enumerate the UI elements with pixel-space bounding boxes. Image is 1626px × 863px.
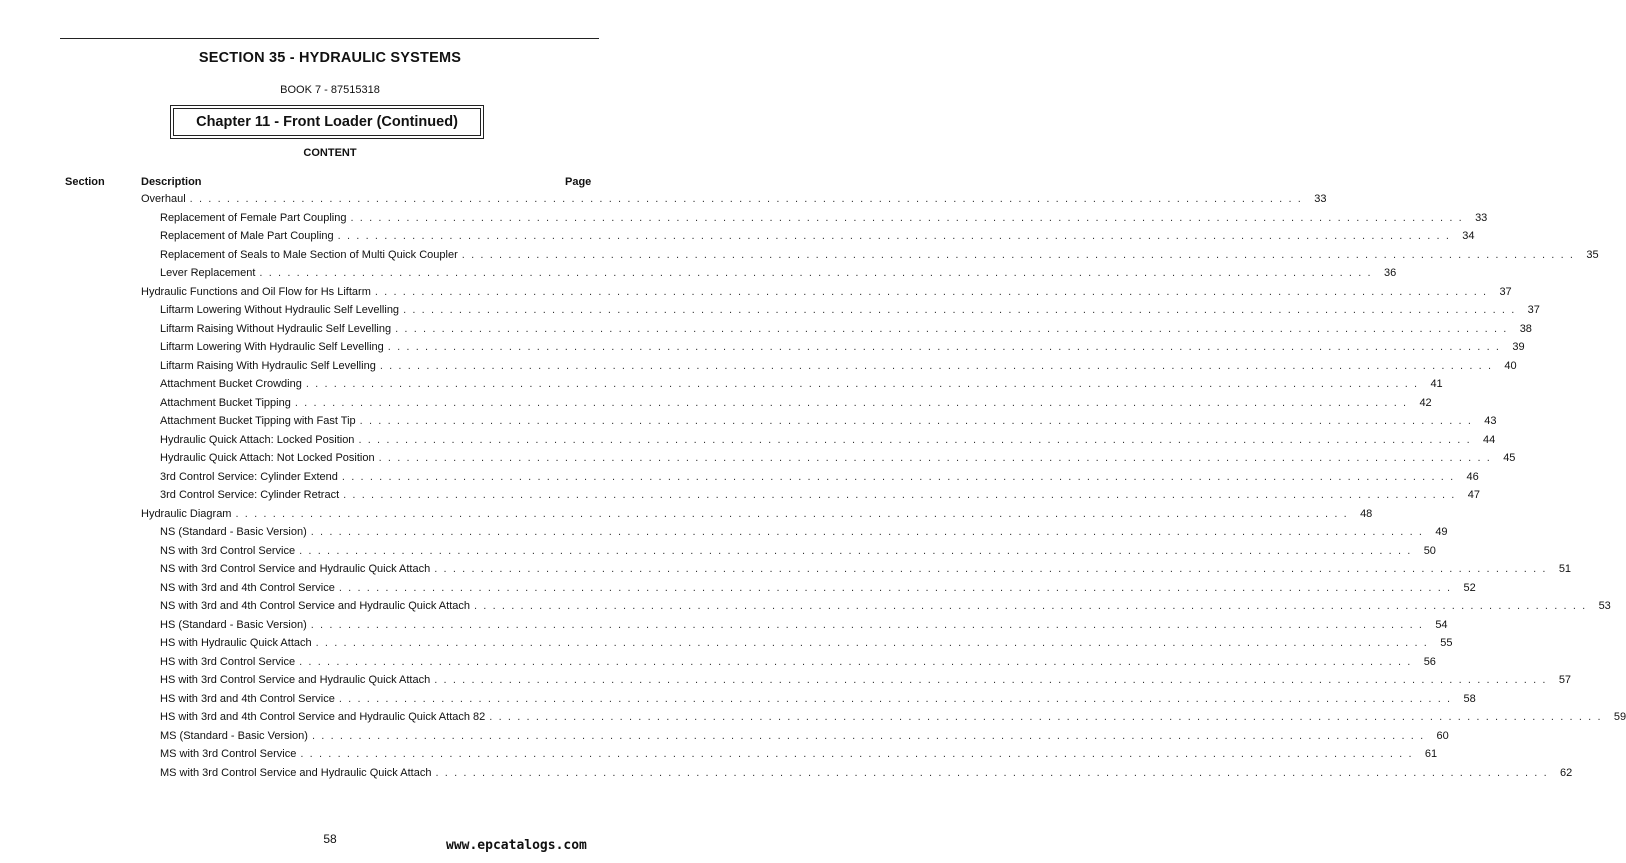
dot-leader: . . . . . . . . . . . . . . . . . . . . . . . . . . . . . . . . . . . . . . . . . . . . . . . . . . . . . . . . . . . . . . . . . . . . . . . . . . . . . . . . . . . . . . . . . . . . . . . . . . . . . . . . . . . . . . . . . . . . . . . .: [434, 674, 1548, 686]
dot-leader: . . . . . . . . . . . . . . . . . . . . . . . . . . . . . . . . . . . . . . . . . . . . . . . . . . . . . . . . . . . . . . . . . . . . . . . . . . . . . . . . . . . . . . . . . . . . . . . . . . . . . . . . . . . . . . . . . . . . . . . .: [434, 563, 1548, 575]
toc-entry: [160, 299, 1540, 317]
dot-leader: . . . . . . . . . . . . . . . . . . . . . . . . . . . . . . . . . . . . . . . . . . . . . . . . . . . . . . . . . . . . . . . . . . . . . . . . . . . . . . . . . . . . . . . . . . . . . . . . . . . . . . . . . . . . . . . . . . . . . . . .: [341, 470, 1455, 483]
toc-entry-page: 44: [1483, 433, 1496, 446]
toc-entry-title: HS with 3rd and 4th Control Service: [160, 692, 335, 705]
dot-leader: . . . . . . . . . . . . . . . . . . . . . . . . . . . . . . . . . . . . . . . . . . . . . . . . . . . . . . . . . . . . . . . . . . . . . . . . . . . . . . . . . . . . . . . . . . . . . . . . . . . . . . . . . . . . . . . . . . . . . . . .: [359, 415, 1473, 427]
toc-entry-page: 43: [1484, 415, 1497, 427]
dot-leader: . . . . . . . . . . . . . . . . . . . . . . . . . . . . . . . . . . . . . . . . . . . . . . . . . . . . . . . . . . . . . . . . . . . . . . . . . . . . . . . . . . . . . . . . . . . . . . . . . . . . . . . . . . . . . . . . . . . . . . . .: [395, 322, 1508, 335]
toc-entry: [160, 762, 1573, 780]
toc-entry-page: 34: [1462, 230, 1475, 242]
dot-leader: . . . . . . . . . . . . . . . . . . . . . . . . . . . . . . . . . . . . . . . . . . . . . . . . . . . . . . . . . . . . . . . . . . . . . . . . . . . . . . . . . . . . . . . . . . . . . . . . . . . . . . . . . . . . . . . . . . . . . . . .: [338, 692, 1452, 705]
toc-entry-title: Attachment Bucket Tipping with Fast Tip: [160, 415, 356, 427]
toc-entry: [160, 262, 1397, 280]
toc-entry-title: HS with 3rd and 4th Control Service and Hydraulic Quick Attach 82: [160, 711, 486, 723]
dot-leader: . . . . . . . . . . . . . . . . . . . . . . . . . . . . . . . . . . . . . . . . . . . . . . . . . . . . . . . . . . . . . . . . . . . . . . . . . . . . . . . . . . . . . . . . . . . . . . . . . . . . . . . . . . . . . . . . . . . . . . . .: [294, 396, 1408, 409]
toc-entry-title: Attachment Bucket Tipping: [160, 396, 291, 409]
toc-entry-page: 39: [1512, 341, 1525, 353]
dot-leader: . . . . . . . . . . . . . . . . . . . . . . . . . . . . . . . . . . . . . . . . . . . . . . . . . . . . . . . . . . . . . . . . . . . . . . . . . . . . . . . . . . . . . . . . . . . . . . . . . . . . . . . . . . . . . . . . . . . . . . . .: [374, 285, 1488, 298]
toc-entry-title: NS (Standard - Basic Version): [160, 526, 307, 538]
toc-entry-page: 60: [1436, 729, 1449, 742]
toc-entry: [160, 725, 1449, 743]
dot-leader: . . . . . . . . . . . . . . . . . . . . . . . . . . . . . . . . . . . . . . . . . . . . . . . . . . . . . . . . . . . . . . . . . . . . . . . . . . . . . . . . . . . . . . . . . . . . . . . . . . . . . . . . . . . . . . . . . . . . . . . .: [387, 341, 1501, 353]
toc-entry-page: 37: [1499, 285, 1512, 298]
content-heading: CONTENT: [303, 147, 357, 159]
toc-entry-page: 62: [1560, 766, 1573, 779]
toc-entry-page: 52: [1463, 581, 1476, 594]
dot-leader: . . . . . . . . . . . . . . . . . . . . . . . . . . . . . . . . . . . . . . . . . . . . . . . . . . . . . . . . . . . . . . . . . . . . . . . . . . . . . . . . . . . . . . . . . . . . . . . . . . . . . . . . . . . . . . . . . . . . . . . .: [310, 526, 1424, 538]
toc-entry: [160, 466, 1479, 484]
toc-entry-title: Replacement of Female Part Coupling: [160, 211, 347, 224]
dot-leader: . . . . . . . . . . . . . . . . . . . . . . . . . . . . . . . . . . . . . . . . . . . . . . . . . . . . . . . . . . . . . . . . . . . . . . . . . . . . . . . . . . . . . . . . . . . . . . . . . . . . . . . . . . . . . . . . . . . . . . . .: [315, 637, 1429, 649]
toc-entry-title: 3rd Control Service: Cylinder Extend: [160, 470, 338, 483]
dot-leader: . . . . . . . . . . . . . . . . . . . . . . . . . . . . . . . . . . . . . . . . . . . . . . . . . . . . . . . . . . . . . . . . . . . . . . . . . . . . . . . . . . . . . . . . . . . . . . . . . . . . . . . . . . . . . . . . . . . . . . . .: [473, 600, 1587, 612]
column-header-section: Section: [65, 176, 105, 188]
dot-leader: . . . . . . . . . . . . . . . . . . . . . . . . . . . . . . . . . . . . . . . . . . . . . . . . . . . . . . . . . . . . . . . . . . . . . . . . . . . . . . . . . . . . . . . . . . . . . . . . . . . . . . . . . . . . . . . . . . . . . . . .: [435, 766, 1549, 779]
dot-leader: . . . . . . . . . . . . . . . . . . . . . . . . . . . . . . . . . . . . . . . . . . . . . . . . . . . . . . . . . . . . . . . . . . . . . . . . . . . . . . . . . . . . . . . . . . . . . . . . . . . . . . . . . . . . . . . . . . . . . . . .: [310, 618, 1424, 631]
toc-entry: [160, 595, 1611, 613]
toc-entry: [160, 484, 1480, 502]
top-rule: [60, 38, 599, 39]
toc-entry-title: MS with 3rd Control Service and Hydraulic Quick Attach: [160, 766, 432, 779]
toc-entry-page: 53: [1598, 600, 1611, 612]
toc-entry-page: 47: [1467, 489, 1480, 501]
dot-leader: . . . . . . . . . . . . . . . . . . . . . . . . . . . . . . . . . . . . . . . . . . . . . . . . . . . . . . . . . . . . . . . . . . . . . . . . . . . . . . . . . . . . . . . . . . . . . . . . . . . . . . . . . . . . . . . . . . . . . . . .: [311, 729, 1425, 742]
dot-leader: . . . . . . . . . . . . . . . . . . . . . . . . . . . . . . . . . . . . . . . . . . . . . . . . . . . . . . . . . . . . . . . . . . . . . . . . . . . . . . . . . . . . . . . . . . . . . . . . . . . . . . . . . . . . . . . . . . . . . . . .: [259, 267, 1373, 279]
toc-entry-title: Liftarm Lowering With Hydraulic Self Levelling: [160, 341, 384, 353]
toc-entry-title: Replacement of Male Part Coupling: [160, 230, 334, 242]
watermark: www.epcatalogs.com: [446, 838, 587, 853]
toc-entry-title: Hydraulic Functions and Oil Flow for Hs Liftarm: [141, 285, 371, 298]
toc-entry-page: 50: [1423, 544, 1436, 557]
toc-entry-page: 37: [1527, 304, 1540, 316]
toc-entry-page: 41: [1430, 378, 1443, 390]
toc-entry: [160, 410, 1497, 428]
toc-entry-page: 49: [1435, 526, 1448, 538]
toc-entry: [160, 521, 1448, 539]
toc-entry: [160, 669, 1572, 687]
toc-entry-page: 38: [1519, 322, 1532, 335]
toc-entry-title: NS with 3rd Control Service and Hydraulic Quick Attach: [160, 563, 431, 575]
toc-entry-page: 56: [1423, 655, 1436, 668]
dot-leader: . . . . . . . . . . . . . . . . . . . . . . . . . . . . . . . . . . . . . . . . . . . . . . . . . . . . . . . . . . . . . . . . . . . . . . . . . . . . . . . . . . . . . . . . . . . . . . . . . . . . . . . . . . . . . . . . . . . . . . . .: [350, 211, 1464, 224]
dot-leader: . . . . . . . . . . . . . . . . . . . . . . . . . . . . . . . . . . . . . . . . . . . . . . . . . . . . . . . . . . . . . . . . . . . . . . . . . . . . . . . . . . . . . . . . . . . . . . . . . . . . . . . . . . . . . . . . . . . . . . . .: [343, 489, 1456, 501]
toc-entry-title: Overhaul: [141, 193, 186, 205]
toc-entry: [160, 743, 1438, 761]
dot-leader: . . . . . . . . . . . . . . . . . . . . . . . . . . . . . . . . . . . . . . . . . . . . . . . . . . . . . . . . . . . . . . . . . . . . . . . . . . . . . . . . . . . . . . . . . . . . . . . . . . . . . . . . . . . . . . . . . . . . . . . .: [305, 378, 1419, 390]
toc-entry-title: Lever Replacement: [160, 267, 256, 279]
toc-entry-title: HS (Standard - Basic Version): [160, 618, 307, 631]
toc-entry-page: 51: [1558, 563, 1572, 575]
dot-leader: . . . . . . . . . . . . . . . . . . . . . . . . . . . . . . . . . . . . . . . . . . . . . . . . . . . . . . . . . . . . . . . . . . . . . . . . . . . . . . . . . . . . . . . . . . . . . . . . . . . . . . . . . . . . . . . . . . . . . . . .: [461, 248, 1575, 261]
toc-entry: [160, 632, 1453, 650]
toc-entry-title: Hydraulic Quick Attach: Not Locked Position: [160, 452, 375, 464]
toc-entry-title: Hydraulic Diagram: [141, 507, 232, 520]
dot-leader: . . . . . . . . . . . . . . . . . . . . . . . . . . . . . . . . . . . . . . . . . . . . . . . . . . . . . . . . . . . . . . . . . . . . . . . . . . . . . . . . . . . . . . . . . . . . . . . . . . . . . . . . . . . . . . . . . . . . . . . .: [189, 193, 1303, 205]
toc-entry-title: Replacement of Seals to Male Section of Multi Quick Coupler: [160, 248, 458, 261]
toc-entry-title: Attachment Bucket Crowding: [160, 378, 302, 390]
toc-entry: [160, 429, 1496, 447]
toc-entry-page: 61: [1424, 748, 1438, 760]
toc-entry: [141, 503, 1373, 521]
dot-leader: . . . . . . . . . . . . . . . . . . . . . . . . . . . . . . . . . . . . . . . . . . . . . . . . . . . . . . . . . . . . . . . . . . . . . . . . . . . . . . . . . . . . . . . . . . . . . . . . . . . . . . . . . . . . . . . . . . . . . . . .: [358, 433, 1472, 446]
dot-leader: . . . . . . . . . . . . . . . . . . . . . . . . . . . . . . . . . . . . . . . . . . . . . . . . . . . . . . . . . . . . . . . . . . . . . . . . . . . . . . . . . . . . . . . . . . . . . . . . . . . . . . . . . . . . . . . . . . . . . . . .: [299, 544, 1412, 557]
toc-entry-page: 33: [1314, 193, 1327, 205]
toc-entry-page: 58: [1463, 692, 1476, 705]
toc-entry-page: 35: [1586, 248, 1599, 261]
toc-entry-title: Hydraulic Quick Attach: Locked Position: [160, 433, 355, 446]
toc-entry-page: 59: [1613, 711, 1626, 723]
page-number: 58: [323, 832, 337, 846]
column-header-description: Description: [141, 176, 202, 188]
toc-entry-title: MS with 3rd Control Service: [160, 748, 297, 760]
toc-entry: [160, 706, 1626, 724]
toc-entry: [160, 225, 1475, 243]
toc-entry-page: 46: [1466, 470, 1479, 483]
toc-entry-page: 45: [1503, 452, 1516, 464]
toc-entry-page: 57: [1558, 674, 1572, 686]
dot-leader: . . . . . . . . . . . . . . . . . . . . . . . . . . . . . . . . . . . . . . . . . . . . . . . . . . . . . . . . . . . . . . . . . . . . . . . . . . . . . . . . . . . . . . . . . . . . . . . . . . . . . . . . . . . . . . . . . . . . . . . .: [403, 304, 1516, 316]
toc-entry: [141, 188, 1327, 206]
toc-entry: [160, 651, 1436, 669]
toc-entry-title: Liftarm Raising With Hydraulic Self Levelling: [160, 359, 376, 372]
toc-entry-page: 54: [1435, 618, 1448, 631]
toc-entry-title: NS with 3rd and 4th Control Service and Hydraulic Quick Attach: [160, 600, 470, 612]
toc-entry-title: NS with 3rd Control Service: [160, 544, 296, 557]
toc-entry: [160, 318, 1532, 336]
toc-entry-page: 55: [1440, 637, 1453, 649]
toc-entry: [160, 336, 1525, 354]
toc-entry: [160, 447, 1516, 465]
toc-entry-page: 33: [1475, 211, 1488, 224]
toc-entry: [160, 577, 1476, 595]
toc-entry: [141, 281, 1512, 299]
toc-entry-title: 3rd Control Service: Cylinder Retract: [160, 489, 340, 501]
toc-entry: [160, 558, 1572, 576]
toc-entry: [160, 540, 1436, 558]
toc-entry: [160, 392, 1432, 410]
toc-entry-title: NS with 3rd and 4th Control Service: [160, 581, 335, 594]
toc-entry-title: HS with 3rd Control Service: [160, 655, 296, 668]
toc-entry: [160, 688, 1476, 706]
toc-entry-title: MS (Standard - Basic Version): [160, 729, 308, 742]
chapter-title: Chapter 11 - Front Loader (Continued): [173, 108, 481, 136]
column-header-page: Page: [565, 176, 592, 188]
toc-entry-title: Liftarm Raising Without Hydraulic Self Levelling: [160, 322, 392, 335]
dot-leader: . . . . . . . . . . . . . . . . . . . . . . . . . . . . . . . . . . . . . . . . . . . . . . . . . . . . . . . . . . . . . . . . . . . . . . . . . . . . . . . . . . . . . . . . . . . . . . . . . . . . . . . . . . . . . . . . . . . . . . . .: [338, 581, 1452, 594]
book-number: BOOK 7 - 87515318: [280, 84, 380, 96]
dot-leader: . . . . . . . . . . . . . . . . . . . . . . . . . . . . . . . . . . . . . . . . . . . . . . . . . . . . . . . . . . . . . . . . . . . . . . . . . . . . . . . . . . . . . . . . . . . . . . . . . . . . . . . . . . . . . . . . . . . . . . . .: [235, 507, 1349, 520]
toc-entry: [160, 614, 1448, 632]
dot-leader: . . . . . . . . . . . . . . . . . . . . . . . . . . . . . . . . . . . . . . . . . . . . . . . . . . . . . . . . . . . . . . . . . . . . . . . . . . . . . . . . . . . . . . . . . . . . . . . . . . . . . . . . . . . . . . . . . . . . . . . .: [337, 230, 1451, 242]
toc-entry-title: HS with 3rd Control Service and Hydraulic Quick Attach: [160, 674, 431, 686]
toc-entry-page: 36: [1383, 267, 1397, 279]
dot-leader: . . . . . . . . . . . . . . . . . . . . . . . . . . . . . . . . . . . . . . . . . . . . . . . . . . . . . . . . . . . . . . . . . . . . . . . . . . . . . . . . . . . . . . . . . . . . . . . . . . . . . . . . . . . . . . . . . . . . . . . .: [379, 359, 1493, 372]
toc-entry: [160, 373, 1443, 391]
toc-entry-page: 48: [1360, 507, 1373, 520]
toc-entry-page: 40: [1504, 359, 1517, 372]
dot-leader: . . . . . . . . . . . . . . . . . . . . . . . . . . . . . . . . . . . . . . . . . . . . . . . . . . . . . . . . . . . . . . . . . . . . . . . . . . . . . . . . . . . . . . . . . . . . . . . . . . . . . . . . . . . . . . . . . . . . . . . .: [378, 452, 1492, 464]
toc-entry: [160, 244, 1599, 262]
dot-leader: . . . . . . . . . . . . . . . . . . . . . . . . . . . . . . . . . . . . . . . . . . . . . . . . . . . . . . . . . . . . . . . . . . . . . . . . . . . . . . . . . . . . . . . . . . . . . . . . . . . . . . . . . . . . . . . . . . . . . . . .: [299, 655, 1412, 668]
dot-leader: . . . . . . . . . . . . . . . . . . . . . . . . . . . . . . . . . . . . . . . . . . . . . . . . . . . . . . . . . . . . . . . . . . . . . . . . . . . . . . . . . . . . . . . . . . . . . . . . . . . . . . . . . . . . . . . . . . . . . . . .: [489, 711, 1603, 723]
dot-leader: . . . . . . . . . . . . . . . . . . . . . . . . . . . . . . . . . . . . . . . . . . . . . . . . . . . . . . . . . . . . . . . . . . . . . . . . . . . . . . . . . . . . . . . . . . . . . . . . . . . . . . . . . . . . . . . . . . . . . . . .: [300, 748, 1414, 760]
section-title: SECTION 35 - HYDRAULIC SYSTEMS: [198, 50, 462, 66]
toc-entry-page: 42: [1419, 396, 1432, 409]
toc-entry-title: Liftarm Lowering Without Hydraulic Self Levelling: [160, 304, 400, 316]
toc-entry: [160, 207, 1488, 225]
toc-entry-title: HS with Hydraulic Quick Attach: [160, 637, 312, 649]
toc-entry: [160, 355, 1517, 373]
